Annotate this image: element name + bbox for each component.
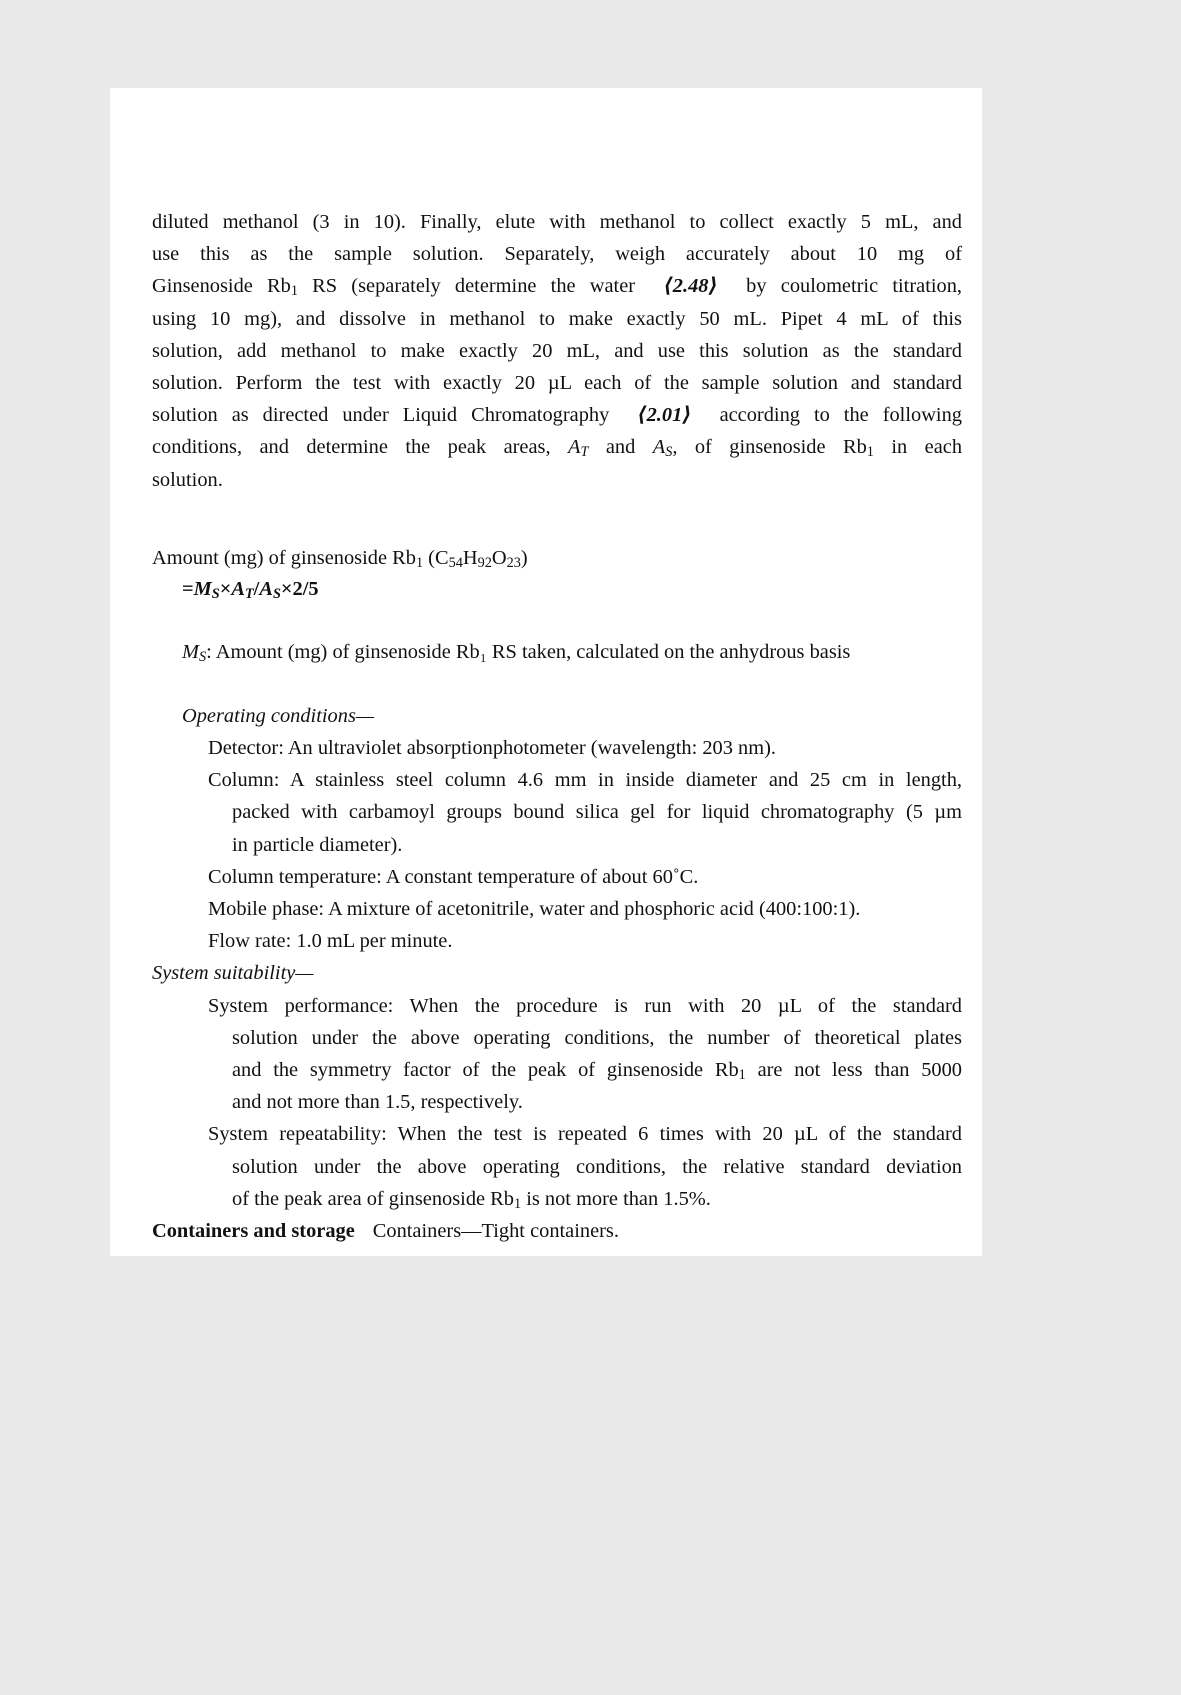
formula-close: ) (520, 546, 528, 569)
paragraph-line: solution. (152, 468, 223, 491)
condition-mobile-phase: Mobile phase: A mixture of acetonitrile, water and phosphoric acid (400:100:1). (208, 898, 861, 921)
formula-equation (152, 574, 962, 605)
document-page (110, 88, 982, 1256)
heading-operating-conditions: Operating conditions— (182, 704, 375, 727)
equals-sign: = (182, 577, 194, 600)
heading-system-suitability: System suitability— (152, 962, 314, 985)
condition-column (152, 764, 962, 861)
spacer (152, 668, 962, 700)
element-o: O (491, 546, 507, 569)
paragraph-line: solution. Perform the test with exactly 20 µL each of the sample solution and standard (152, 372, 962, 395)
spacer (152, 496, 962, 543)
symbol-as: $A_S$ (259, 577, 281, 602)
formula-amount-expression (152, 543, 962, 574)
paragraph-line: solution, add methanol to make exactly 20 mL, and use this solution as the standard (152, 339, 962, 362)
symbol-ms: $M_S$ (193, 577, 220, 602)
suitability-system-performance (152, 990, 962, 1119)
formula-open: (C (423, 546, 449, 569)
containers-and-storage (152, 1215, 962, 1247)
subscript: 1 (738, 1067, 746, 1084)
paragraph-line: solution as directed under Liquid Chromatography ⟨2.01⟩ according to the following (152, 404, 962, 427)
suitability-system-repeatability (152, 1118, 962, 1215)
spacer (152, 605, 962, 637)
reference-2-01: ⟨2.01⟩ (637, 404, 692, 427)
times-sign: × (219, 577, 232, 600)
subscript: T (580, 444, 589, 461)
subscript: S (665, 444, 673, 461)
subscript: 1 (513, 1196, 522, 1213)
condition-column-temperature: Column temperature: A constant temperature of about 60˚C. (208, 865, 699, 888)
divide-slash: / (253, 577, 260, 600)
subscript: 1 (866, 444, 874, 461)
definition-text: : Amount (mg) of ginsenoside Rb₁ RS taken, calculated on the anhydrous basis (206, 640, 851, 663)
condition-line: packed with carbamoyl groups bound silica gel for liquid chromatography (5 µm (232, 801, 962, 824)
suitability-line: System repeatability: When the test is repeated 6 times with 20 µL of the standard (208, 1123, 962, 1146)
subscript: 1 (290, 283, 298, 300)
paragraph-line: Ginsenoside $Rb_1$ RS (separately determine the water ⟨2.48⟩ by coulometric titration, (152, 275, 963, 300)
condition-line: Column: A stainless steel column 4.6 mm in inside diameter and 25 cm in length, (208, 769, 962, 792)
reference-2-48: ⟨2.48⟩ (663, 275, 718, 298)
subscript: 1 (415, 554, 424, 571)
element-h: H (462, 546, 478, 569)
paragraph-line: using 10 mg), and dissolve in methanol to make exactly 50 mL. Pipet 4 mL of this (152, 307, 962, 330)
paragraph-line: use this as the sample solution. Separately, weigh accurately about 10 mg of (152, 243, 962, 266)
suitability-line: System performance: When the procedure is run with 20 µL of the standard (208, 994, 962, 1017)
containers-heading: Containers and storage (152, 1220, 355, 1243)
suitability-line: solution under the above operating conditions, the number of theoretical plates (232, 1026, 962, 1049)
suitability-line: of the peak area of ginsenoside $Rb_1$ is not more than 1.5%. (232, 1187, 711, 1213)
suitability-line: and the symmetry factor of the peak of ginsenoside $Rb_1$ are not less than 5000 (232, 1059, 962, 1084)
paragraph-line: diluted methanol (3 in 10). Finally, elute with methanol to collect exactly 5 mL, and (152, 211, 962, 233)
subscript-hydrogen: 92 (477, 554, 492, 571)
formula-variable-definition (152, 637, 962, 668)
times-sign-2: × (280, 577, 293, 600)
paragraph-line: conditions, and determine the peak areas, $A_T$ and $A_S$, of ginsenoside $Rb_1$ in each (152, 436, 963, 461)
containers-text: Containers—Tight containers. (372, 1220, 619, 1243)
body-paragraph-procedure (152, 206, 962, 496)
condition-detector: Detector: An ultraviolet absorptionphotometer (wavelength: 203 nm). (208, 737, 776, 760)
subscript-oxygen: 23 (506, 554, 521, 571)
suitability-line: solution under the above operating conditions, the relative standard deviation (232, 1155, 962, 1178)
formula-label: Amount (mg) of ginsenoside Rb (152, 546, 416, 569)
symbol-at: $A_T$ (231, 577, 254, 602)
suitability-line: and not more than 1.5, respectively. (232, 1091, 523, 1114)
page-content (152, 206, 962, 1247)
condition-line: in particle diameter). (232, 833, 403, 856)
symbol-ms: $M_S$ (182, 640, 207, 665)
subscript-carbon: 54 (448, 554, 463, 571)
ratio-value: 2/5 (292, 577, 319, 600)
symbol-at: $A_T$ (568, 436, 589, 461)
symbol-as: $A_S$ (652, 436, 673, 461)
condition-flow-rate: Flow rate: 1.0 mL per minute. (208, 930, 453, 953)
